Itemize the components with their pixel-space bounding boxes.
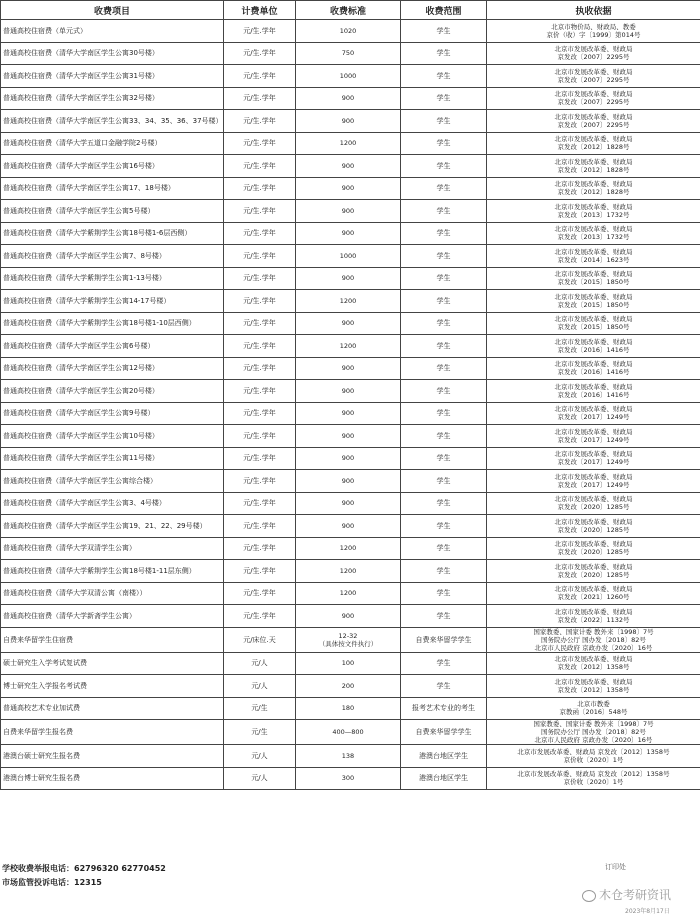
unit-cell: 元/生.学年 [224,335,296,358]
unit-cell: 元/生.学年 [224,177,296,200]
unit-cell: 元/生.学年 [224,110,296,133]
basis-cell: 北京市发展改革委、财政局 京发改〔2012〕1358号 京价收〔2020〕1号 [487,745,700,768]
standard-cell: 1000 [296,245,401,268]
item-cell: 普通高校住宿费（清华大学南区学生公寓30号楼） [1,42,224,65]
basis-cell: 北京市发展改革委、财政局 京发改〔2022〕1132号 [487,605,700,628]
unit-cell: 元/生.学年 [224,605,296,628]
unit-cell: 元/生.学年 [224,245,296,268]
unit-cell: 元/生.学年 [224,470,296,493]
table-row [1,767,700,790]
unit-cell: 元/生.学年 [224,515,296,538]
scope-cell: 学生 [401,402,487,425]
table-row [1,222,700,245]
item-cell: 普通高校住宿费（清华大学南区学生公寓19、21、22、29号楼） [1,515,224,538]
scope-cell: 学生 [401,675,487,698]
scope-cell: 学生 [401,42,487,65]
item-cell: 普通高校住宿费（清华大学南区学生公寓32号楼） [1,87,224,110]
scope-cell: 学生 [401,312,487,335]
basis-cell: 北京市发展改革委、财政局 京发改〔2015〕1850号 [487,290,700,313]
table-row [1,720,700,745]
item-cell: 普通高校住宿费（清华大学紫荆学生公寓18号楼1-6层西侧） [1,222,224,245]
unit-cell: 元/人 [224,675,296,698]
scope-cell: 学生 [401,267,487,290]
table-row [1,582,700,605]
basis-cell: 北京市发展改革委、财政局 京发改〔2020〕1285号 [487,537,700,560]
standard-cell: 900 [296,515,401,538]
item-cell: 普通高校住宿费（清华大学南区学生公寓综合楼） [1,470,224,493]
date-fragment: 2023年8月17日 [625,906,670,915]
item-cell: 普通高校住宿费（清华大学南区学生公寓11号楼） [1,447,224,470]
item-cell: 普通高校住宿费（清华大学南区学生公寓9号楼） [1,402,224,425]
scope-cell: 自费来华留学学生 [401,720,487,745]
standard-cell: 900 [296,312,401,335]
col-header-item: 收费项目 [1,1,224,20]
scope-cell: 学生 [401,110,487,133]
watermark [582,886,671,903]
item-cell: 普通高校住宿费（清华大学南区学生公寓31号楼） [1,65,224,88]
basis-cell: 北京市发展改革委、财政局 京发改〔2015〕1850号 [487,267,700,290]
unit-cell: 元/生 [224,720,296,745]
scope-cell: 学生 [401,492,487,515]
standard-cell: 900 [296,87,401,110]
basis-cell: 北京市发展改革委、财政局 京发改〔2017〕1249号 [487,447,700,470]
scope-cell: 学生 [401,290,487,313]
unit-cell: 元/生.学年 [224,492,296,515]
item-cell: 普通高校住宿费（清华大学紫荆学生公寓18号楼1-10层西侧） [1,312,224,335]
scope-cell: 学生 [401,470,487,493]
table-row [1,537,700,560]
unit-cell: 元/生.学年 [224,425,296,448]
table-row [1,515,700,538]
basis-cell: 国家教委、国家计委 教外来〔1998〕7号 国务院办公厅 国办发〔2018〕82号 北京市人民政府 京政办发〔2020〕16号 [487,627,700,652]
weibo-icon [582,890,596,902]
standard-cell: 900 [296,357,401,380]
table-row [1,267,700,290]
unit-cell: 元/生.学年 [224,65,296,88]
scope-cell: 报考艺术专业的考生 [401,697,487,720]
standard-cell: 900 [296,110,401,133]
standard-cell: 300 [296,767,401,790]
scope-cell: 学生 [401,20,487,43]
scope-cell: 学生 [401,245,487,268]
unit-cell: 元/床位.天 [224,627,296,652]
basis-cell: 北京市发展改革委、财政局 京发改〔2014〕1623号 [487,245,700,268]
standard-cell: 138 [296,745,401,768]
item-cell: 硕士研究生入学考试复试费 [1,652,224,675]
unit-cell: 元/生.学年 [224,447,296,470]
scope-cell: 学生 [401,560,487,583]
header-row [1,1,700,20]
item-cell: 普通高校住宿费（清华大学南区学生公寓7、8号楼） [1,245,224,268]
scope-cell: 学生 [401,177,487,200]
col-header-basis: 执收依据 [487,1,700,20]
basis-cell: 国家教委、国家计委 教外来〔1998〕7号 国务院办公厅 国办发〔2018〕82号 北京市人民政府 京政办发〔2020〕16号 [487,720,700,745]
basis-cell: 北京市发展改革委、财政局 京发改〔2012〕1828号 [487,177,700,200]
unit-cell: 元/生.学年 [224,132,296,155]
table-row [1,697,700,720]
basis-cell: 北京市发展改革委、财政局 京发改〔2013〕1732号 [487,222,700,245]
unit-cell: 元/生 [224,697,296,720]
scope-cell: 学生 [401,155,487,178]
basis-cell: 北京市发展改革委、财政局 京发改〔2020〕1285号 [487,515,700,538]
unit-cell: 元/生.学年 [224,87,296,110]
unit-cell: 元/生.学年 [224,290,296,313]
standard-cell: 900 [296,425,401,448]
standard-cell: 900 [296,470,401,493]
scope-cell: 学生 [401,425,487,448]
basis-cell: 北京市发展改革委、财政局 京发改〔2007〕2295号 [487,42,700,65]
standard-cell: 900 [296,380,401,403]
basis-cell: 北京市发展改革委、财政局 京发改〔2021〕1260号 [487,582,700,605]
item-cell: 博士研究生入学报名考试费 [1,675,224,698]
unit-cell: 元/生.学年 [224,402,296,425]
standard-cell: 1020 [296,20,401,43]
standard-cell: 1200 [296,290,401,313]
table-row [1,425,700,448]
basis-cell: 北京市教委 京教函〔2016〕548号 [487,697,700,720]
standard-cell: 900 [296,447,401,470]
basis-cell: 北京市发展改革委、财政局 京发改〔2012〕1828号 [487,132,700,155]
unit-cell: 元/生.学年 [224,380,296,403]
scope-cell: 学生 [401,380,487,403]
basis-cell: 北京市发展改革委、财政局 京发改〔2016〕1416号 [487,357,700,380]
item-cell: 普通高校住宿费（清华大学南区学生公寓10号楼） [1,425,224,448]
item-cell: 普通高校住宿费（清华大学南区学生公寓5号楼） [1,200,224,223]
table-row [1,560,700,583]
unit-cell: 元/生.学年 [224,267,296,290]
standard-cell: 1200 [296,582,401,605]
basis-cell: 北京市发展改革委、财政局 京发改〔2016〕1416号 [487,380,700,403]
watermark-text: 木仓考研资讯 [599,888,671,902]
item-cell: 普通高校住宿费（清华大学新斋学生公寓） [1,605,224,628]
unit-cell: 元/生.学年 [224,582,296,605]
item-cell: 普通高校住宿费（清华大学双清学生公寓） [1,537,224,560]
standard-cell: 900 [296,267,401,290]
item-cell: 自费来华留学生报名费 [1,720,224,745]
item-cell: 自费来华留学生住宿费 [1,627,224,652]
standard-cell: 200 [296,675,401,698]
unit-cell: 元/生.学年 [224,560,296,583]
table-row [1,675,700,698]
item-cell: 普通高校艺术专业加试费 [1,697,224,720]
scope-cell: 港澳台地区学生 [401,767,487,790]
unit-cell: 元/生.学年 [224,20,296,43]
col-header-standard: 收费标准 [296,1,401,20]
scope-cell: 学生 [401,357,487,380]
basis-cell: 北京市发展改革委、财政局 京发改〔2013〕1732号 [487,200,700,223]
unit-cell: 元/人 [224,745,296,768]
scope-cell: 学生 [401,447,487,470]
basis-cell: 北京市发展改革委、财政局 京发改〔2012〕1358号 京价收〔2020〕1号 [487,767,700,790]
standard-cell: 1200 [296,335,401,358]
table-row [1,312,700,335]
table-row [1,110,700,133]
scope-cell: 学生 [401,537,487,560]
basis-cell: 北京市发展改革委、财政局 京发改〔2012〕1358号 [487,675,700,698]
scope-cell: 学生 [401,605,487,628]
table-row [1,42,700,65]
basis-cell: 北京市发展改革委、财政局 京发改〔2020〕1285号 [487,492,700,515]
item-cell: 普通高校住宿费（清华大学紫荆学生公寓14-17号楼） [1,290,224,313]
unit-cell: 元/人 [224,652,296,675]
item-cell: 普通高校住宿费（清华大学南区学生公寓12号楼） [1,357,224,380]
unit-cell: 元/生.学年 [224,155,296,178]
table-row [1,380,700,403]
table-row [1,290,700,313]
scope-cell: 学生 [401,582,487,605]
table-row [1,155,700,178]
standard-cell: 12-32 （具体按文件执行） [296,627,401,652]
item-cell: 港澳台硕士研究生报名费 [1,745,224,768]
item-cell: 普通高校住宿费（清华大学南区学生公寓17、18号楼） [1,177,224,200]
table-row [1,200,700,223]
unit-cell: 元/人 [224,767,296,790]
standard-cell: 900 [296,222,401,245]
standard-cell: 1000 [296,65,401,88]
standard-cell: 1200 [296,560,401,583]
item-cell: 普通高校住宿费（清华大学紫荆学生公寓1-13号楼） [1,267,224,290]
table-row [1,132,700,155]
standard-cell: 900 [296,155,401,178]
table-row [1,447,700,470]
col-header-scope: 收费范围 [401,1,487,20]
basis-cell: 北京市发展改革委、财政局 京发改〔2012〕1828号 [487,155,700,178]
table-row [1,745,700,768]
table-row [1,65,700,88]
basis-cell: 北京市发展改革委、财政局 京发改〔2017〕1249号 [487,402,700,425]
scope-cell: 学生 [401,335,487,358]
standard-cell: 1200 [296,132,401,155]
scope-cell: 学生 [401,515,487,538]
item-cell: 普通高校住宿费（清华大学双清公寓（南楼）） [1,582,224,605]
unit-cell: 元/生.学年 [224,537,296,560]
table-row [1,605,700,628]
basis-cell: 北京市发展改革委、财政局 京发改〔2020〕1285号 [487,560,700,583]
scope-cell: 学生 [401,652,487,675]
standard-cell: 1200 [296,537,401,560]
table-row [1,470,700,493]
table-row [1,177,700,200]
table-row [1,87,700,110]
standard-cell: 900 [296,402,401,425]
standard-cell: 900 [296,492,401,515]
standard-cell: 750 [296,42,401,65]
col-header-unit: 计费单位 [224,1,296,20]
report-phone: 学校收费举报电话：62796320 62770452 [2,863,166,874]
scope-cell: 学生 [401,132,487,155]
table-row [1,245,700,268]
item-cell: 普通高校住宿费（清华大学五道口金融学院2号楼） [1,132,224,155]
item-cell: 普通高校住宿费（清华大学南区学生公寓33、34、35、36、37号楼） [1,110,224,133]
standard-cell: 100 [296,652,401,675]
unit-cell: 元/生.学年 [224,222,296,245]
unit-cell: 元/生.学年 [224,200,296,223]
item-cell: 港澳台博士研究生报名费 [1,767,224,790]
table-row [1,20,700,43]
basis-cell: 北京市发展改革委、财政局 京发改〔2007〕2295号 [487,65,700,88]
table-row [1,335,700,358]
basis-cell: 北京市发展改革委、财政局 京发改〔2007〕2295号 [487,87,700,110]
table-row [1,652,700,675]
stamp-text: 订印处 [605,862,626,872]
standard-cell: 900 [296,177,401,200]
standard-cell: 900 [296,200,401,223]
item-cell: 普通高校住宿费（清华大学南区学生公寓16号楼） [1,155,224,178]
item-cell: 普通高校住宿费（清华大学南区学生公寓3、4号楼） [1,492,224,515]
standard-cell: 180 [296,697,401,720]
basis-cell: 北京市发展改革委、财政局 京发改〔2016〕1416号 [487,335,700,358]
scope-cell: 学生 [401,87,487,110]
standard-cell: 400—800 [296,720,401,745]
table-row [1,627,700,652]
scope-cell: 学生 [401,200,487,223]
basis-cell: 北京市发展改革委、财政局 京发改〔2017〕1249号 [487,470,700,493]
basis-cell: 北京市发展改革委、财政局 京发改〔2017〕1249号 [487,425,700,448]
item-cell: 普通高校住宿费（清华大学南区学生公寓20号楼） [1,380,224,403]
complaint-phone: 市场监管投诉电话：12315 [2,877,102,888]
table-row [1,357,700,380]
table-row [1,402,700,425]
standard-cell: 900 [296,605,401,628]
scope-cell: 学生 [401,222,487,245]
basis-cell: 北京市发展改革委、财政局 京发改〔2007〕2295号 [487,110,700,133]
unit-cell: 元/生.学年 [224,357,296,380]
scope-cell: 自费来华留学学生 [401,627,487,652]
basis-cell: 北京市发展改革委、财政局 京发改〔2015〕1850号 [487,312,700,335]
unit-cell: 元/生.学年 [224,312,296,335]
item-cell: 普通高校住宿费（清华大学紫荆学生公寓18号楼1-11层东侧） [1,560,224,583]
item-cell: 普通高校住宿费（单元式） [1,20,224,43]
scope-cell: 港澳台地区学生 [401,745,487,768]
item-cell: 普通高校住宿费（清华大学南区学生公寓6号楼） [1,335,224,358]
unit-cell: 元/生.学年 [224,42,296,65]
scope-cell: 学生 [401,65,487,88]
table-row [1,492,700,515]
basis-cell: 北京市物价局、财政局、教委 京价（收）字〔1999〕第014号 [487,20,700,43]
basis-cell: 北京市发展改革委、财政局 京发改〔2012〕1358号 [487,652,700,675]
